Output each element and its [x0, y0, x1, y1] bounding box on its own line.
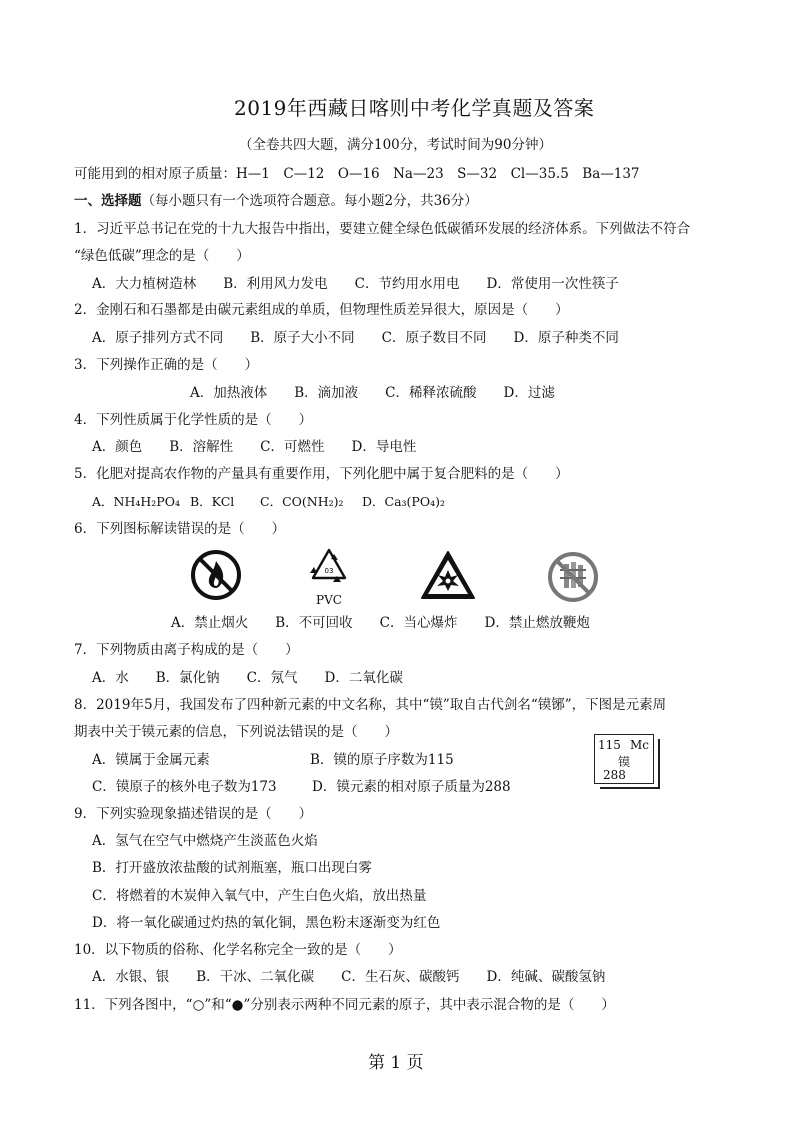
section-heading [74, 193, 478, 209]
question-2-stem: 2．金刚石和石墨都是由碳元素组成的单质，但物理性质差异很大，原因是（ ） [74, 302, 569, 318]
question-1-options: A．大力植树造林 B．利用风力发电 C．节约用水用电 D．常使用一次性筷子 [92, 276, 619, 292]
atomic-masses: 可能用到的相对原子质量：H—1 C—12 O—16 Na—23 S—32 Cl—35.5 Ba—137 [74, 166, 640, 182]
recycle-code: 03 [324, 567, 334, 575]
recycle-label: PVC [316, 593, 342, 607]
question-3-stem: 3．下列操作正确的是（ ） [74, 357, 259, 373]
question-2-options: A．原子排列方式不同 B．原子大小不同 C．原子数目不同 D．原子种类不同 [92, 330, 619, 346]
question-1-line-1: 1．习近平总书记在党的十九大报告中指出，要建立健全绿色低碳循环发展的经济体系。下列做法不符合 [74, 221, 691, 237]
question-8-option-d: D．镆元素的相对原子质量为288 [312, 779, 511, 795]
question-9-stem: 9．下列实验现象描述错误的是（ ） [74, 806, 313, 822]
question-5-option-b: B．KCl [190, 494, 235, 509]
question-8-line-1: 8．2019年5月，我国发布了四种新元素的中文名称，其中“镆”取自古代剑名“镆铘”，下图是元素周 [74, 697, 667, 713]
exam-info: （全卷共四大题，满分100分，考试时间为90分钟） [239, 137, 552, 153]
page-title: 2019年西藏日喀则中考化学真题及答案 [234, 96, 595, 120]
question-5-option-a: A．NH₄H₂PO₄ [92, 494, 180, 509]
section-note: （每小题只有一个选项符合题意。每小题2分，共36分） [141, 193, 478, 209]
question-10-options: A．水银、银 B．干冰、二氧化碳 C．生石灰、碳酸钙 D．纯碱、碳酸氢钠 [92, 969, 606, 985]
question-1-line-2: “绿色低碳”理念的是（ ） [74, 248, 250, 264]
question-7-options: A．水 B．氯化钠 C．氖气 D．二氧化碳 [92, 670, 403, 686]
element-mass: 288 [603, 768, 626, 782]
question-11-stem: 11．下列各图中，“○”和“●”分别表示两种不同元素的原子，其中表示混合物的是（ ） [74, 997, 615, 1013]
element-card [594, 734, 654, 784]
question-5-option-c: C．CO(NH₂)₂ [260, 494, 344, 509]
question-4-options: A．颜色 B．溶解性 C．可燃性 D．导电性 [92, 439, 417, 455]
question-4-stem: 4．下列性质属于化学性质的是（ ） [74, 412, 313, 428]
recycle-icon [305, 546, 353, 590]
question-8-option-c: C．镆原子的核外电子数为173 [92, 779, 277, 795]
element-name: 镆 [617, 755, 630, 769]
question-9-option-b: B．打开盛放浓盐酸的试剂瓶塞，瓶口出现白雾 [92, 860, 372, 876]
question-8-option-a: A．镆属于金属元素 [92, 752, 210, 768]
question-9-option-d: D．将一氧化碳通过灼热的氧化铜，黑色粉末逐渐变为红色 [92, 915, 441, 931]
question-3-options: A．加热液体 B．滴加液 C．稀释浓硫酸 D．过滤 [190, 385, 555, 401]
page-number: 第 1 页 [368, 1053, 424, 1073]
question-10-stem: 10．以下物质的俗称、化学名称完全一致的是（ ） [74, 942, 402, 958]
question-6-stem: 6．下列图标解读错误的是（ ） [74, 521, 286, 537]
question-9-option-a: A．氢气在空气中燃烧产生淡蓝色火焰 [92, 833, 318, 849]
question-8-option-b: B．镆的原子序数为115 [310, 752, 454, 768]
question-7-stem: 7．下列物质由离子构成的是（ ） [74, 642, 299, 658]
no-firecrackers-icon [546, 550, 600, 604]
question-9-option-c: C．将燃着的木炭伸入氧气中，产生白色火焰，放出热量 [92, 888, 427, 904]
no-fire-icon [190, 549, 242, 601]
section-title: 一、选择题 [74, 193, 142, 209]
element-number: 115 [598, 738, 621, 752]
question-8-line-2: 期表中关于镆元素的信息，下列说法错误的是（ ） [74, 724, 398, 740]
question-5-stem: 5．化肥对提高农作物的产量具有重要作用，下列化肥中属于复合肥料的是（ ） [74, 466, 569, 482]
question-5-option-d: D．Ca₃(PO₄)₂ [362, 494, 445, 509]
question-6-options: A．禁止烟火 B．不可回收 C．当心爆炸 D．禁止燃放鞭炮 [171, 615, 590, 631]
explosion-warning-icon [420, 550, 476, 600]
element-symbol: Mc [629, 738, 649, 752]
